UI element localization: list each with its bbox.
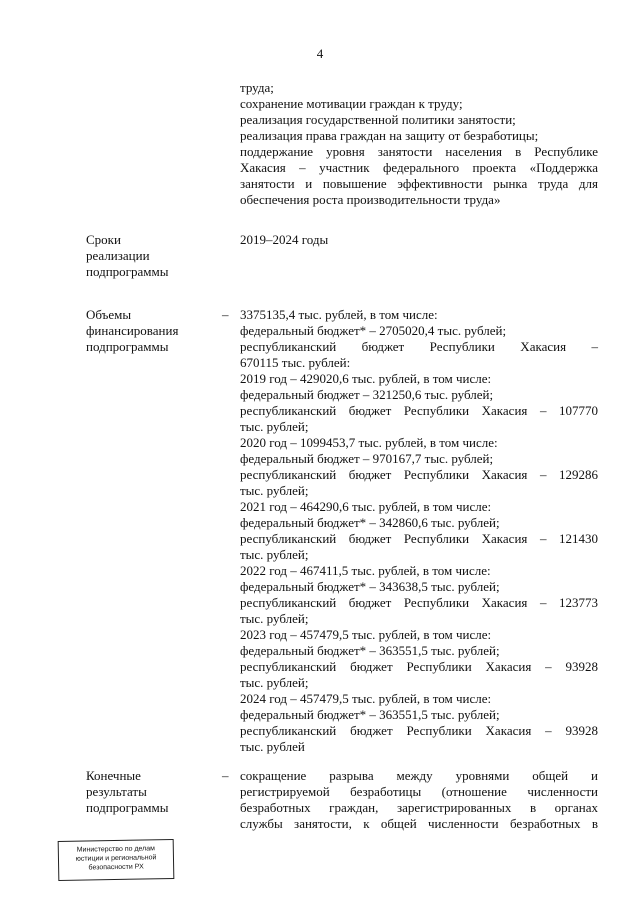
text-line: республиканский бюджет Республики Хакасия – 121430 bbox=[240, 531, 598, 546]
terms-value-text: 2019–2024 годы bbox=[240, 232, 329, 247]
text-line: федеральный бюджет* – 342860,6 тыс. рублей; bbox=[240, 515, 500, 530]
stamp-line: юстиции и региональной bbox=[75, 854, 157, 863]
funding-dash: – bbox=[222, 307, 229, 322]
text-line: тыс. рублей bbox=[240, 739, 305, 754]
text-line: 2022 год – 467411,5 тыс. рублей, в том числе: bbox=[240, 563, 491, 578]
text-line: тыс. рублей; bbox=[240, 611, 309, 626]
text-line: труда; bbox=[240, 80, 274, 95]
terms-value bbox=[240, 232, 598, 248]
text-line: безработных граждан, зарегистрированных в органах bbox=[240, 800, 598, 815]
text-line: республиканский бюджет Республики Хакасия – 123773 bbox=[240, 595, 598, 610]
text-line: республиканский бюджет Республики Хакасия – bbox=[240, 339, 598, 354]
label-line: Объемы bbox=[86, 307, 132, 322]
text-line: реализация права граждан на защиту от безработицы; bbox=[240, 128, 539, 143]
stamp-line: безопасности РХ bbox=[88, 863, 144, 872]
text-line: реализация государственной политики занятости; bbox=[240, 112, 516, 127]
label-line: реализации bbox=[86, 248, 150, 263]
text-line: республиканский бюджет Республики Хакасия – 129286 bbox=[240, 467, 598, 482]
text-line: сокращение разрыва между уровнями общей и bbox=[240, 768, 598, 783]
label-line: Сроки bbox=[86, 232, 121, 247]
text-line: регистрируемой безработицы (отношение численности bbox=[240, 784, 598, 799]
results-dash: – bbox=[222, 768, 229, 783]
text-line: 2021 год – 464290,6 тыс. рублей, в том числе: bbox=[240, 499, 492, 514]
label-line: подпрограммы bbox=[86, 264, 169, 279]
text-line: тыс. рублей; bbox=[240, 675, 309, 690]
label-line: подпрограммы bbox=[86, 339, 169, 354]
label-line: результаты bbox=[86, 784, 147, 799]
text-line: 2019 год – 429020,6 тыс. рублей, в том числе: bbox=[240, 371, 492, 386]
text-line: тыс. рублей; bbox=[240, 419, 309, 434]
label-line: подпрограммы bbox=[86, 800, 169, 815]
funding-content bbox=[240, 307, 598, 755]
text-line: федеральный бюджет* – 363551,5 тыс. рублей; bbox=[240, 707, 500, 722]
text-line: федеральный бюджет – 321250,6 тыс. рублей; bbox=[240, 387, 494, 402]
text-line: сохранение мотивации граждан к труду; bbox=[240, 96, 463, 111]
text-line: федеральный бюджет* – 2705020,4 тыс. рублей; bbox=[240, 323, 507, 338]
terms-label bbox=[86, 232, 216, 280]
text-line: республиканский бюджет Республики Хакасия – 93928 bbox=[240, 659, 598, 674]
label-line: Конечные bbox=[86, 768, 141, 783]
funding-label bbox=[86, 307, 216, 355]
ministry-stamp bbox=[58, 839, 175, 881]
text-line: 2020 год – 1099453,7 тыс. рублей, в том числе: bbox=[240, 435, 498, 450]
page-number: 4 bbox=[316, 46, 324, 61]
text-line: федеральный бюджет – 970167,7 тыс. рублей; bbox=[240, 451, 494, 466]
text-line: тыс. рублей; bbox=[240, 547, 309, 562]
stamp-line: Министерство по делам bbox=[76, 845, 156, 854]
text-line: тыс. рублей; bbox=[240, 483, 309, 498]
text-line: обеспечения роста производительности труда» bbox=[240, 192, 501, 207]
text-line: 2023 год – 457479,5 тыс. рублей, в том числе: bbox=[240, 627, 492, 642]
text-line: службы занятости, к общей численности безработных в bbox=[240, 816, 598, 831]
goals-continued bbox=[240, 80, 598, 208]
text-line: занятости и повышение эффективности рынка труда для bbox=[240, 176, 598, 191]
label-line: финансирования bbox=[86, 323, 179, 338]
results-label bbox=[86, 768, 216, 816]
text-line: республиканский бюджет Республики Хакасия – 93928 bbox=[240, 723, 598, 738]
text-line: Хакасия – участник федерального проекта «Поддержка bbox=[240, 160, 598, 175]
text-line: республиканский бюджет Республики Хакасия – 107770 bbox=[240, 403, 598, 418]
text-line: федеральный бюджет* – 343638,5 тыс. рублей; bbox=[240, 579, 500, 594]
text-line: 670115 тыс. рублей: bbox=[240, 355, 351, 370]
text-line: 2024 год – 457479,5 тыс. рублей, в том числе: bbox=[240, 691, 492, 706]
text-line: 3375135,4 тыс. рублей, в том числе: bbox=[240, 307, 438, 322]
results-content bbox=[240, 768, 598, 832]
text-line: поддержание уровня занятости населения в Республике bbox=[240, 144, 598, 159]
text-line: федеральный бюджет* – 363551,5 тыс. рублей; bbox=[240, 643, 500, 658]
